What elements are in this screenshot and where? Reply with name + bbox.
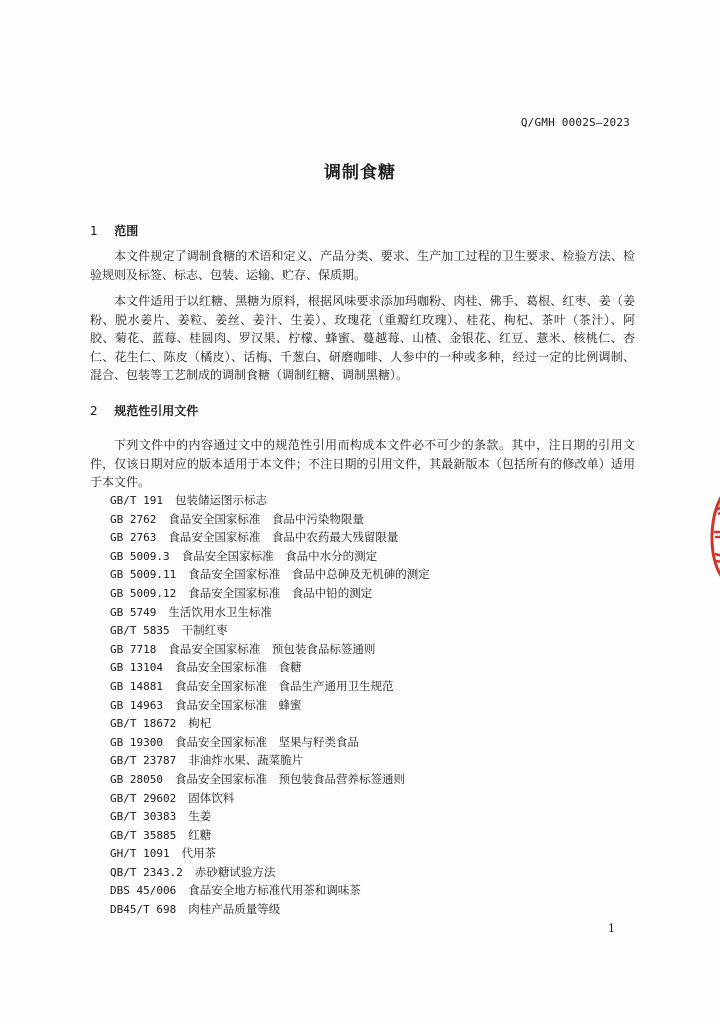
section-1-title: 范围 — [114, 224, 139, 238]
reference-code: GB/T 30383 — [110, 810, 177, 824]
reference-title: 食品安全国家标准 食品中农药最大残留限量 — [168, 530, 399, 545]
reference-item — [110, 491, 430, 510]
section-1-paragraph-1: 本文件规定了调制食糖的术语和定义、产品分类、要求、生产加工过程的卫生要求、检验方法、检验规则及标签、标志、包装、运输、贮存、保质期。 — [90, 249, 635, 282]
reference-title: 食品安全地方标准代用茶和调味茶 — [188, 883, 361, 898]
reference-item — [110, 677, 430, 696]
reference-item — [110, 900, 430, 919]
reference-code: GH/T 1091 — [110, 847, 170, 861]
reference-code: GB/T 29602 — [110, 791, 177, 805]
reference-code: QB/T 2343.2 — [110, 865, 183, 879]
reference-code: GB 7718 — [110, 642, 157, 656]
reference-item — [110, 714, 430, 733]
page-number: 1 — [608, 922, 615, 935]
reference-item — [110, 565, 430, 584]
reference-title: 生活饮用水卫生标准 — [168, 604, 272, 619]
reference-item — [110, 733, 430, 752]
reference-title: 食品安全国家标准 食品生产通用卫生规范 — [174, 678, 394, 693]
reference-code: GB/T 191 — [110, 494, 163, 507]
reference-code: GB 5009.12 — [110, 586, 177, 600]
reference-item — [110, 510, 430, 529]
section-1-paragraph-2: 本文件适用于以红糖、黑糖为原料，根据风味要求添加玛咖粉、肉桂、佛手、葛根、红枣、姜（姜粉、脱水姜片、姜粒、姜丝、姜汁、生姜）、玫瑰花（重瓣红玫瑰）、桂花、枸杞、茶叶（茶汁）、阿胶、菊花、蓝莓、桂圆肉、罗汉果、柠檬、蜂蜜、蔓越莓、山楂、金银花、红豆、薏米、核桃仁、杏仁、花生仁、陈皮（橘皮）、话梅、千葱白、研磨咖啡、人参中的一种或多种，经过一定的比例调制、混合、包装等工艺制成的调制食糖（调制红糖、调制黑糖）。 — [90, 294, 635, 382]
reference-code: DBS 45/006 — [110, 884, 177, 898]
standard-code: Q/GMH 0002S—2023 — [520, 116, 630, 129]
reference-title: 食品安全国家标准 食糖 — [174, 660, 302, 675]
reference-title: 食品安全国家标准 预包装食品营养标签通则 — [174, 771, 405, 786]
reference-title: 食品安全国家标准 食品中铅的测定 — [188, 585, 373, 600]
reference-item — [110, 881, 430, 900]
reference-code: GB 2762 — [110, 512, 157, 526]
reference-title: 肉桂产品质量等级 — [188, 902, 281, 917]
section-2-paragraph-1: 下列文件中的内容通过文中的规范性引用而构成本文件必不可少的条款。其中，注日期的引用文件，仅该日期对应的版本适用于本文件；不注日期的引用文件，其最新版本（包括所有的修改单）适用于本文件。 — [90, 438, 635, 489]
reference-title: 代用茶 — [181, 846, 217, 861]
reference-item — [110, 528, 430, 547]
section-1-number: 1 — [90, 224, 98, 238]
reference-code: GB 5009.3 — [110, 549, 170, 563]
reference-title: 固体饮料 — [188, 790, 235, 805]
reference-title: 食品安全国家标准 食品中总砷及无机砷的测定 — [188, 567, 430, 582]
reference-item — [110, 826, 430, 845]
reference-title: 赤砂糖试验方法 — [194, 864, 276, 879]
reference-title: 食品安全国家标准 蜂蜜 — [174, 697, 302, 712]
reference-code: GB 28050 — [110, 772, 163, 786]
reference-title: 非油炸水果、蔬菜脆片 — [188, 753, 304, 768]
reference-item — [110, 621, 430, 640]
reference-item — [110, 584, 430, 603]
reference-title: 包装储运图示标志 — [174, 493, 267, 507]
reference-title: 红糖 — [188, 827, 212, 842]
reference-title: 食品安全国家标准 食品中水分的测定 — [181, 548, 378, 563]
reference-code: GB 19300 — [110, 735, 163, 749]
reference-item — [110, 789, 430, 808]
reference-title: 生姜 — [188, 809, 212, 824]
reference-title: 食品安全国家标准 预包装食品标签通则 — [168, 641, 376, 656]
section-2-title: 规范性引用文件 — [114, 404, 199, 418]
reference-code: GB 13104 — [110, 661, 163, 675]
reference-item — [110, 658, 430, 677]
reference-item — [110, 844, 430, 863]
reference-code: GB/T 23787 — [110, 754, 177, 768]
reference-code: GB 14881 — [110, 679, 163, 693]
reference-item — [110, 547, 430, 566]
reference-item — [110, 603, 430, 622]
reference-item — [110, 863, 430, 882]
reference-list — [110, 491, 430, 919]
reference-item — [110, 751, 430, 770]
reference-title: 食品安全国家标准 食品中污染物限量 — [168, 511, 364, 526]
reference-code: GB 14963 — [110, 698, 163, 712]
reference-title: 干制红枣 — [181, 623, 228, 638]
section-1-heading — [90, 222, 138, 239]
reference-code: DB45/T 698 — [110, 903, 177, 917]
reference-code: GB 5009.11 — [110, 568, 177, 582]
reference-code: GB/T 35885 — [110, 828, 177, 842]
reference-item — [110, 807, 430, 826]
document-title: 调制食糖 — [324, 163, 396, 183]
reference-code: GB/T 18672 — [110, 717, 177, 731]
reference-title: 食品安全国家标准 坚果与籽类食品 — [174, 734, 359, 749]
section-2-number: 2 — [90, 404, 98, 418]
reference-code: GB/T 5835 — [110, 624, 170, 638]
section-2-heading — [90, 402, 198, 419]
reference-item — [110, 640, 430, 659]
reference-title: 枸杞 — [188, 716, 212, 731]
reference-code: GB 5749 — [110, 605, 157, 619]
reference-code: GB 2763 — [110, 531, 157, 545]
reference-item — [110, 770, 430, 789]
seal-stamp — [700, 480, 720, 590]
reference-item — [110, 696, 430, 715]
